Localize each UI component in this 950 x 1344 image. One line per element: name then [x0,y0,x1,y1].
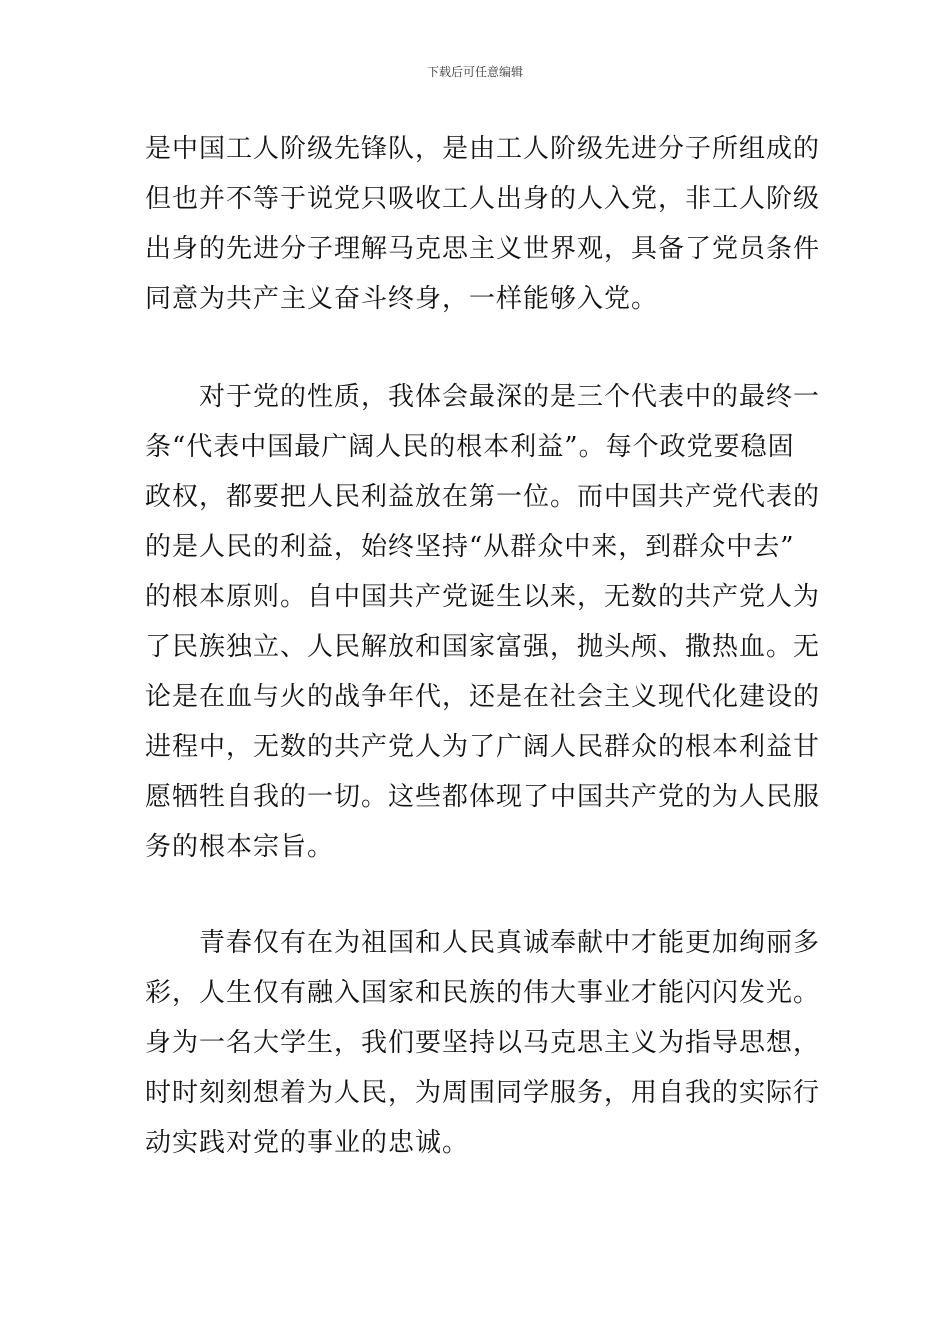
text-line: 的根本原则。自中国共产党诞生以来，无数的共产党人为 [145,582,821,612]
text-line: 进程中，无数的共产党人为了广阔人民群众的根本利益甘 [145,732,821,762]
text-line: 论是在血与火的战争年代，还是在社会主义现代化建设的 [145,682,821,712]
page-header: 下载后可任意编辑 [426,65,523,79]
text-line: 时时刻刻想着为人民，为周围同学服务，用自我的实际行 [145,1078,821,1108]
text-line: 条“代表中国最广阔人民的根本利益”。每个政党要稳固 [145,432,795,462]
text-line: 政权，都要把人民利益放在第一位。而中国共产党代表的 [145,482,821,512]
text-line: 了民族独立、人民解放和国家富强，抛头颅、撒热血。无 [145,632,821,662]
text-line: 同意为共产主义奋斗终身，一样能够入党。 [145,284,659,314]
text-line: 出身的先进分子理解马克思主义世界观，具备了党员条件 [145,234,821,264]
text-line: 愿牺牲自我的一切。这些都体现了中国共产党的为人民服 [145,782,821,812]
text-line: 动实践对党的事业的忠诚。 [145,1128,470,1158]
paragraph-1 [145,124,821,324]
text-line: 务的根本宗旨。 [145,832,335,862]
paragraph-3 [145,918,821,1168]
text-line: 是中国工人阶级先锋队，是由工人阶级先进分子所组成的 [145,134,821,164]
paragraph-2 [145,372,821,872]
text-line: 的是人民的利益，始终坚持“从群众中来，到群众中去” [145,532,795,562]
text-line: 彩，人生仅有融入国家和民族的伟大事业才能闪闪发光。 [145,978,821,1008]
text-line: 青春仅有在为祖国和人民真诚奉献中才能更加绚丽多 [145,928,821,958]
text-line: 对于党的性质，我体会最深的是三个代表中的最终一 [145,382,821,412]
text-line: 身为一名大学生，我们要坚持以马克思主义为指导思想， [145,1028,821,1058]
text-line: 但也并不等于说党只吸收工人出身的人入党，非工人阶级 [145,184,821,214]
